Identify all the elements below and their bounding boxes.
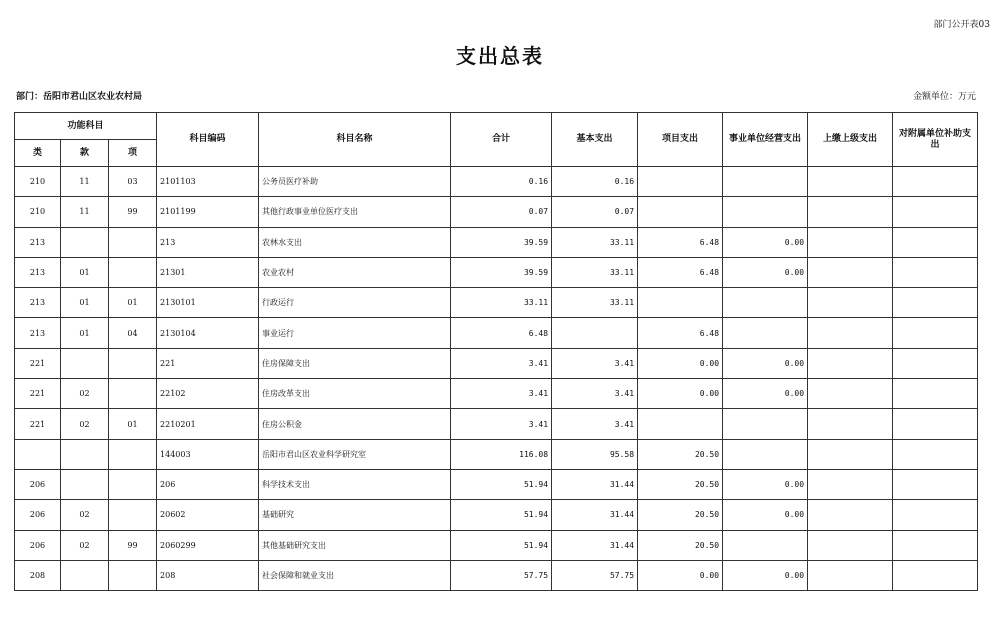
cell-code: 2101199 — [157, 197, 259, 227]
cell-subsidy — [893, 409, 978, 439]
cell-upper — [808, 318, 893, 348]
cell-code: 20602 — [157, 500, 259, 530]
cell-total: 51.94 — [451, 469, 552, 499]
cell-business — [723, 409, 808, 439]
cell-business — [723, 439, 808, 469]
cell-xiang — [109, 500, 157, 530]
cell-kuan: 01 — [61, 257, 109, 287]
cell-subsidy — [893, 560, 978, 590]
cell-basic — [552, 318, 638, 348]
cell-project: 6.48 — [638, 318, 723, 348]
cell-upper — [808, 257, 893, 287]
cell-project — [638, 197, 723, 227]
cell-business — [723, 197, 808, 227]
cell-xiang — [109, 469, 157, 499]
cell-lei: 213 — [15, 318, 61, 348]
cell-name: 其他行政事业单位医疗支出 — [259, 197, 451, 227]
cell-subsidy — [893, 530, 978, 560]
cell-subsidy — [893, 197, 978, 227]
cell-project: 0.00 — [638, 348, 723, 378]
cell-subsidy — [893, 439, 978, 469]
cell-subsidy — [893, 500, 978, 530]
cell-business: 0.00 — [723, 560, 808, 590]
cell-subsidy — [893, 318, 978, 348]
cell-code: 2130101 — [157, 288, 259, 318]
cell-name: 行政运行 — [259, 288, 451, 318]
cell-kuan: 11 — [61, 167, 109, 197]
cell-xiang — [109, 439, 157, 469]
table-row — [15, 530, 978, 560]
cell-subsidy — [893, 257, 978, 287]
cell-kuan: 01 — [61, 318, 109, 348]
cell-upper — [808, 500, 893, 530]
cell-subsidy — [893, 469, 978, 499]
cell-lei: 213 — [15, 227, 61, 257]
header-xiang: 项 — [109, 140, 157, 167]
cell-project: 20.50 — [638, 500, 723, 530]
table-row — [15, 288, 978, 318]
cell-basic: 33.11 — [552, 288, 638, 318]
table-row — [15, 257, 978, 287]
table-row — [15, 197, 978, 227]
cell-name: 住房公积金 — [259, 409, 451, 439]
cell-kuan — [61, 439, 109, 469]
cell-basic: 3.41 — [552, 379, 638, 409]
cell-upper — [808, 560, 893, 590]
cell-code: 21301 — [157, 257, 259, 287]
cell-total: 39.59 — [451, 257, 552, 287]
cell-business — [723, 530, 808, 560]
cell-basic: 3.41 — [552, 348, 638, 378]
cell-subsidy — [893, 348, 978, 378]
cell-upper — [808, 379, 893, 409]
table-row — [15, 469, 978, 499]
cell-basic: 57.75 — [552, 560, 638, 590]
cell-subsidy — [893, 379, 978, 409]
cell-basic: 0.07 — [552, 197, 638, 227]
cell-kuan: 02 — [61, 409, 109, 439]
header-project: 项目支出 — [638, 113, 723, 167]
cell-business — [723, 318, 808, 348]
cell-code: 2101103 — [157, 167, 259, 197]
cell-name: 其他基础研究支出 — [259, 530, 451, 560]
cell-kuan — [61, 348, 109, 378]
cell-lei: 210 — [15, 167, 61, 197]
table-row — [15, 379, 978, 409]
cell-lei: 221 — [15, 379, 61, 409]
cell-total: 3.41 — [451, 409, 552, 439]
cell-lei: 206 — [15, 469, 61, 499]
cell-kuan — [61, 560, 109, 590]
cell-kuan — [61, 227, 109, 257]
cell-business: 0.00 — [723, 348, 808, 378]
cell-total: 3.41 — [451, 348, 552, 378]
cell-project: 20.50 — [638, 469, 723, 499]
cell-name: 农林水支出 — [259, 227, 451, 257]
form-number: 部门公开表03 — [933, 20, 990, 30]
cell-xiang — [109, 257, 157, 287]
cell-lei: 221 — [15, 348, 61, 378]
cell-kuan: 02 — [61, 500, 109, 530]
cell-upper — [808, 348, 893, 378]
cell-kuan: 02 — [61, 530, 109, 560]
cell-basic: 31.44 — [552, 500, 638, 530]
cell-upper — [808, 469, 893, 499]
cell-xiang: 99 — [109, 197, 157, 227]
cell-name: 住房改革支出 — [259, 379, 451, 409]
cell-total: 6.48 — [451, 318, 552, 348]
cell-name: 社会保障和就业支出 — [259, 560, 451, 590]
cell-basic: 31.44 — [552, 530, 638, 560]
cell-code: 2060299 — [157, 530, 259, 560]
header-basic: 基本支出 — [552, 113, 638, 167]
amount-unit-label: 金额单位：万元 — [912, 92, 976, 102]
cell-lei: 221 — [15, 409, 61, 439]
cell-name: 岳阳市君山区农业科学研究室 — [259, 439, 451, 469]
cell-business: 0.00 — [723, 227, 808, 257]
cell-project — [638, 409, 723, 439]
cell-kuan: 01 — [61, 288, 109, 318]
cell-name: 农业农村 — [259, 257, 451, 287]
cell-lei: 206 — [15, 500, 61, 530]
cell-project: 20.50 — [638, 439, 723, 469]
page-title: 支出总表 — [456, 44, 544, 68]
cell-lei: 208 — [15, 560, 61, 590]
cell-name: 科学技术支出 — [259, 469, 451, 499]
cell-kuan: 11 — [61, 197, 109, 227]
cell-code: 2210201 — [157, 409, 259, 439]
cell-total: 39.59 — [451, 227, 552, 257]
cell-upper — [808, 530, 893, 560]
department-label: 部门：岳阳市君山区农业农村局 — [16, 92, 143, 102]
cell-project: 0.00 — [638, 560, 723, 590]
header-name: 科目名称 — [259, 113, 451, 167]
cell-xiang — [109, 227, 157, 257]
cell-total: 33.11 — [451, 288, 552, 318]
table-row — [15, 167, 978, 197]
cell-basic: 3.41 — [552, 409, 638, 439]
cell-code: 22102 — [157, 379, 259, 409]
cell-basic: 95.58 — [552, 439, 638, 469]
cell-lei: 213 — [15, 257, 61, 287]
table-row — [15, 439, 978, 469]
cell-total: 116.08 — [451, 439, 552, 469]
cell-lei — [15, 439, 61, 469]
cell-basic: 31.44 — [552, 469, 638, 499]
cell-name: 事业运行 — [259, 318, 451, 348]
cell-total: 0.16 — [451, 167, 552, 197]
header-upper: 上缴上级支出 — [808, 113, 893, 167]
table-row — [15, 348, 978, 378]
cell-total: 57.75 — [451, 560, 552, 590]
cell-total: 3.41 — [451, 379, 552, 409]
cell-xiang: 01 — [109, 288, 157, 318]
table-row — [15, 560, 978, 590]
cell-project: 0.00 — [638, 379, 723, 409]
cell-upper — [808, 439, 893, 469]
cell-xiang — [109, 379, 157, 409]
cell-subsidy — [893, 227, 978, 257]
cell-project: 6.48 — [638, 257, 723, 287]
header-total: 合计 — [451, 113, 552, 167]
cell-business: 0.00 — [723, 379, 808, 409]
cell-name: 公务员医疗补助 — [259, 167, 451, 197]
cell-business: 0.00 — [723, 500, 808, 530]
cell-upper — [808, 167, 893, 197]
cell-code: 206 — [157, 469, 259, 499]
cell-kuan: 02 — [61, 379, 109, 409]
cell-upper — [808, 409, 893, 439]
cell-code: 144003 — [157, 439, 259, 469]
cell-lei: 210 — [15, 197, 61, 227]
header-kuan: 款 — [61, 140, 109, 167]
cell-code: 213 — [157, 227, 259, 257]
cell-code: 221 — [157, 348, 259, 378]
cell-total: 0.07 — [451, 197, 552, 227]
header-code: 科目编码 — [157, 113, 259, 167]
cell-total: 51.94 — [451, 500, 552, 530]
cell-xiang — [109, 348, 157, 378]
cell-subsidy — [893, 288, 978, 318]
cell-business — [723, 167, 808, 197]
cell-business: 0.00 — [723, 469, 808, 499]
header-subsidy: 对附属单位补助支出 — [893, 113, 978, 167]
cell-lei: 206 — [15, 530, 61, 560]
cell-upper — [808, 197, 893, 227]
cell-code: 208 — [157, 560, 259, 590]
cell-project: 20.50 — [638, 530, 723, 560]
cell-business — [723, 288, 808, 318]
cell-business: 0.00 — [723, 257, 808, 287]
cell-xiang: 03 — [109, 167, 157, 197]
expenditure-table — [14, 112, 978, 591]
table-row — [15, 409, 978, 439]
cell-basic: 33.11 — [552, 227, 638, 257]
cell-xiang: 01 — [109, 409, 157, 439]
header-business: 事业单位经营支出 — [723, 113, 808, 167]
cell-kuan — [61, 469, 109, 499]
header-func-subject: 功能科目 — [15, 113, 157, 140]
cell-name: 基础研究 — [259, 500, 451, 530]
cell-basic: 33.11 — [552, 257, 638, 287]
cell-project: 6.48 — [638, 227, 723, 257]
header-lei: 类 — [15, 140, 61, 167]
cell-name: 住房保障支出 — [259, 348, 451, 378]
cell-code: 2130104 — [157, 318, 259, 348]
table-row — [15, 500, 978, 530]
cell-xiang: 04 — [109, 318, 157, 348]
cell-project — [638, 288, 723, 318]
cell-xiang: 99 — [109, 530, 157, 560]
cell-upper — [808, 227, 893, 257]
cell-xiang — [109, 560, 157, 590]
table-row — [15, 318, 978, 348]
cell-upper — [808, 288, 893, 318]
cell-subsidy — [893, 167, 978, 197]
cell-total: 51.94 — [451, 530, 552, 560]
cell-basic: 0.16 — [552, 167, 638, 197]
table-row — [15, 227, 978, 257]
cell-project — [638, 167, 723, 197]
cell-lei: 213 — [15, 288, 61, 318]
